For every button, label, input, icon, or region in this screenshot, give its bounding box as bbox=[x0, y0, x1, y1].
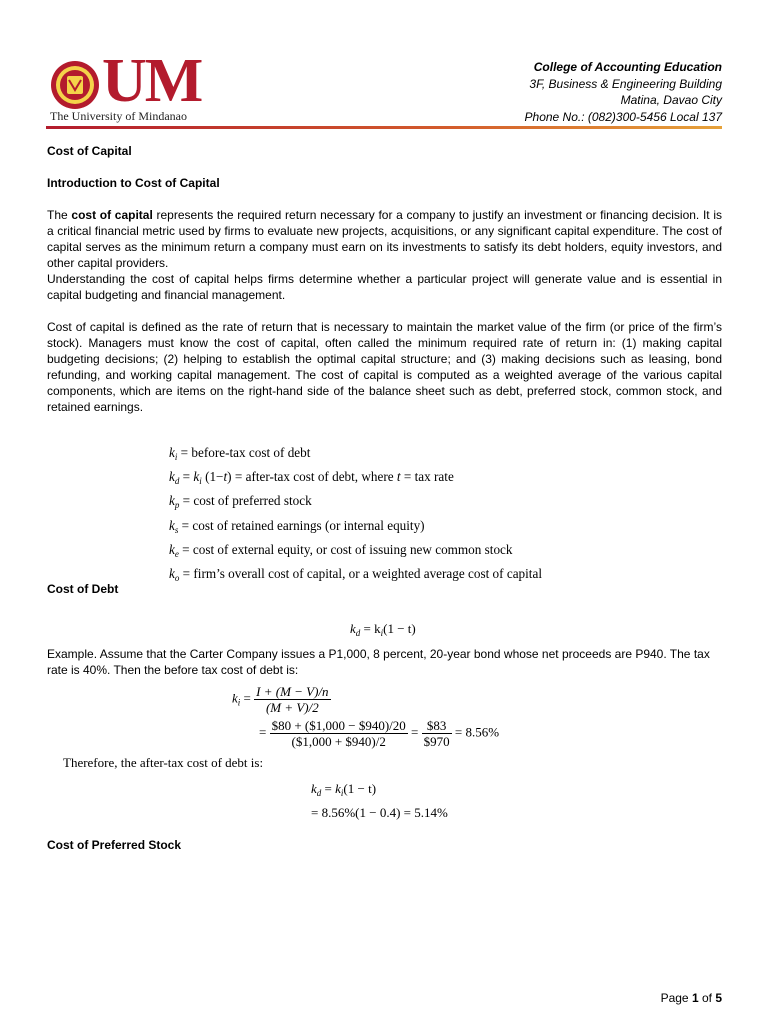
university-name: The University of Mindanao bbox=[50, 109, 187, 123]
page-number: Page 1 of 5 bbox=[660, 991, 722, 1005]
address-line-1: 3F, Business & Engineering Building bbox=[529, 76, 722, 91]
phone-number: Phone No.: (082)300-5456 Local 137 bbox=[524, 109, 722, 124]
paragraph-intro-term: cost of capital bbox=[71, 208, 153, 222]
letterhead bbox=[46, 47, 722, 128]
document-body bbox=[47, 143, 722, 415]
paragraph-intro-lead: The bbox=[47, 208, 72, 222]
section-heading-preferred-stock: Cost of Preferred Stock bbox=[47, 838, 182, 852]
contact-block bbox=[525, 59, 722, 125]
paragraph-intro-rest: represents the required return necessary for a company to justify an investment or financing decision. It is a critical financial metric used by firms to evaluate new projects, acquisitions, or any significant capital expenditure. The cost of capital serves as the minimum return a company must earn on its investments to satisfy its debt holders, equity investors, and other capital providers. bbox=[47, 208, 722, 270]
address-line-2: Matina, Davao City bbox=[620, 93, 722, 107]
definition-kd: $k_d = k_i$ (1−t) = after-tax cost of debt, where t = tax rate bbox=[169, 469, 454, 487]
paragraph-understanding: Understanding the cost of capital helps firms determine whether a particular project will generate value and is essential in capital budgeting and financial management. bbox=[47, 272, 722, 302]
formula-ki: $k_i$ = $\frac{I + (M - V)/n}{(M + V)/2}$ bbox=[232, 684, 329, 715]
definition-kp: $k_p = \cos t$ of preferred stock bbox=[169, 493, 312, 511]
section-heading-debt: Cost of Debt bbox=[47, 582, 119, 596]
university-logo bbox=[46, 47, 286, 126]
definition-ki: $k_i$ = before-tax cost of debt bbox=[169, 445, 311, 462]
formula-kd: $k_d = k_i(1 - t)$ bbox=[350, 621, 416, 638]
definition-ko: $k_o$ = firm’s overall cost of capital, or a weighted average cost of capital bbox=[169, 566, 542, 584]
paragraph-definition: Cost of capital is defined as the rate of return that is necessary to maintain the market value of the firm (or price of the firm’s stock). Managers must know the cost of capital, often called the minimum required rate of return in: (1) making capital budgeting decisions; (2) helping to establish the optimal capital structure; and (3) making decisions such as leasing, bond refunding, and working capital management. The cost of capital is computed as a weighted average of the various capital components, which are items on the right-hand side of the balance sheet such as debt, preferred stock, common stock, and retained earnings. bbox=[47, 320, 722, 414]
paragraph-intro bbox=[47, 207, 722, 271]
formula-after-tax-debt: $k_d = k_i(1 - t)$ = 8.56%(1 − 0.4) = 5.14% bbox=[311, 781, 448, 820]
section-heading-intro: Introduction to Cost of Capital bbox=[47, 176, 220, 190]
definition-ks: $k_s = \cos t$ of retained earnings (or internal equity) bbox=[169, 517, 425, 535]
logo-um-text: UM bbox=[102, 47, 202, 115]
university-seal-icon bbox=[50, 60, 100, 110]
definitions-list bbox=[169, 443, 542, 588]
definition-ke: $k_e = \cos t$ of external equity, or cost of issuing new common stock bbox=[169, 541, 513, 559]
formula-ki-computation: = $\frac{\$80 + (\$1,000 - \$940)/20}{(\$1,000 + \$940)/2}$ = $\frac{\$83}{\$970}$ = 8.56% bbox=[259, 718, 500, 749]
text-therefore: Therefore, the after-tax cost of debt is: bbox=[63, 755, 264, 770]
document-title: Cost of Capital bbox=[47, 144, 132, 158]
college-name: College of Accounting Education bbox=[533, 60, 722, 74]
header-divider bbox=[46, 126, 722, 129]
paragraph-example: Example. Assume that the Carter Company issues a P1,000, 8 percent, 20-year bond whose net proceeds are P940. The tax rate is 40%. Then the before tax cost of debt is: bbox=[47, 647, 710, 677]
